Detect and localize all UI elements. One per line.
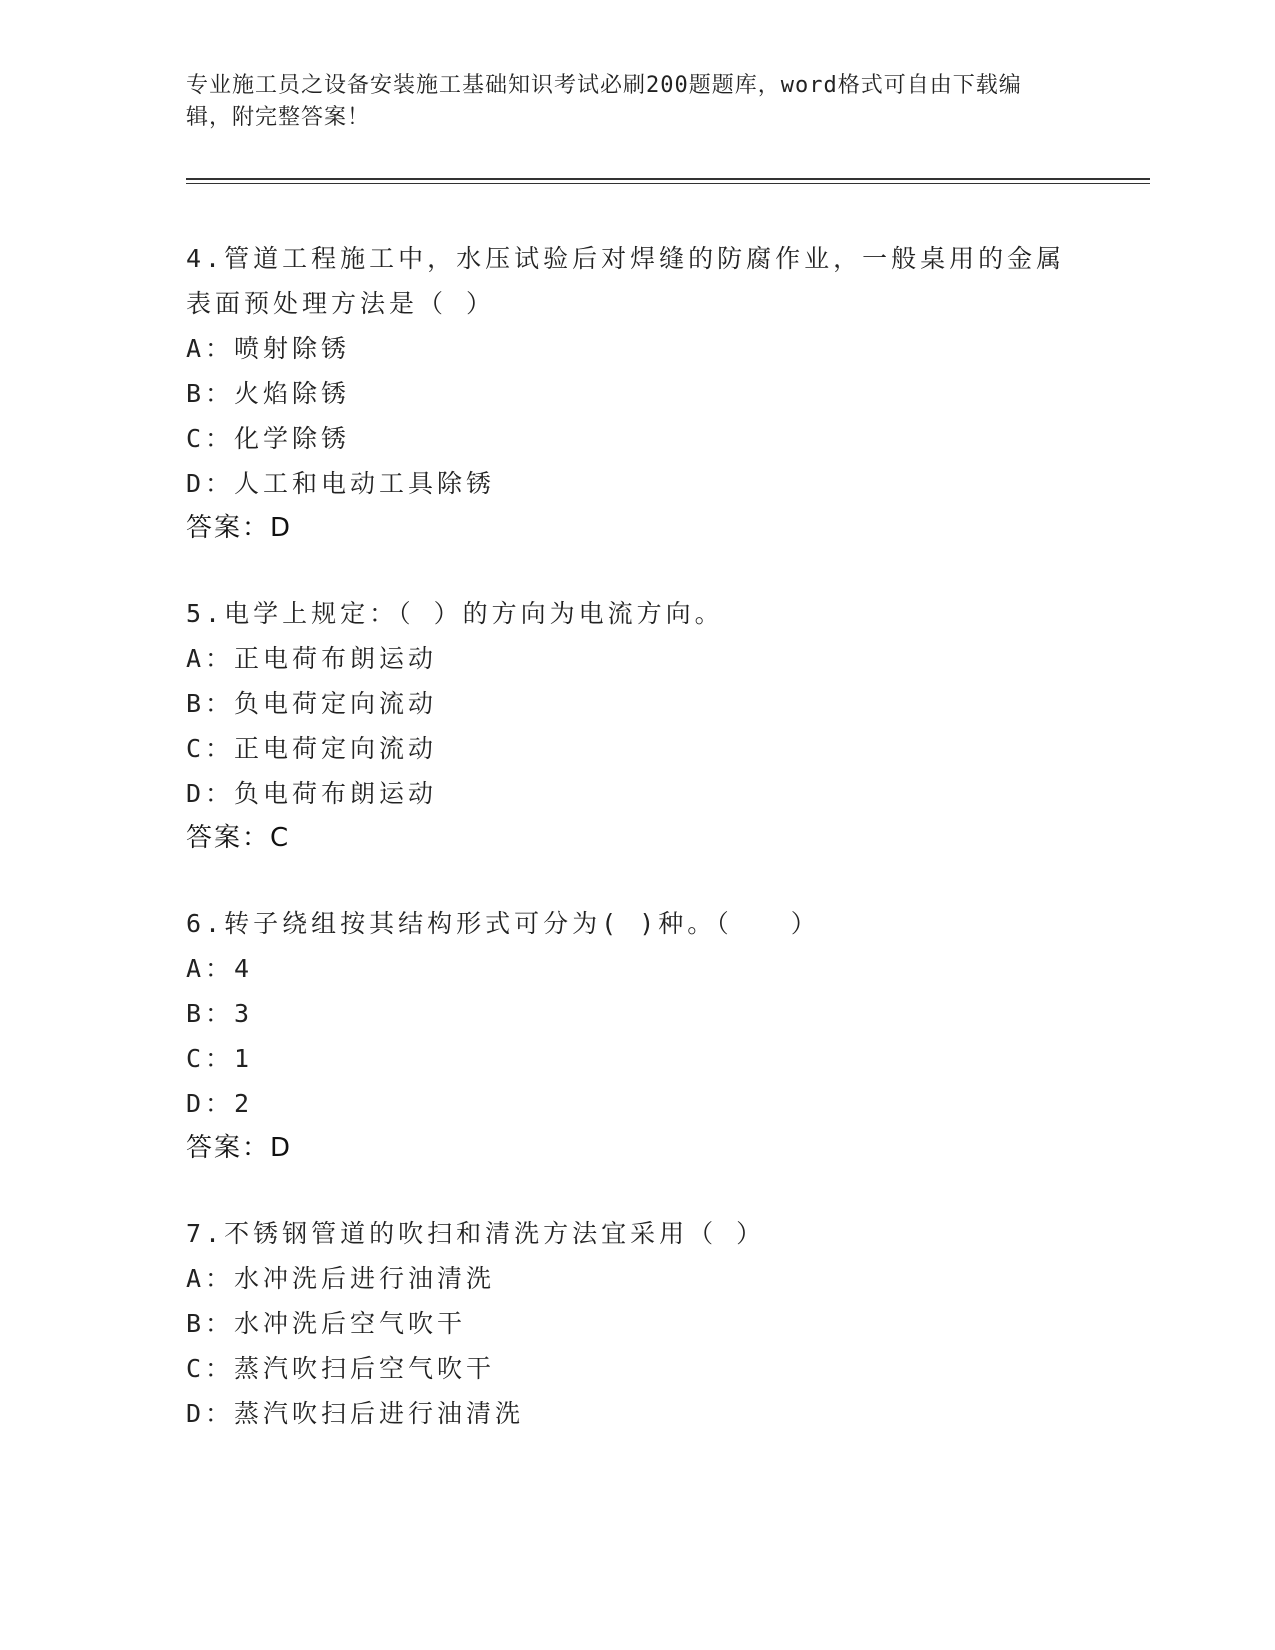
question-text: 5.电学上规定：（ ）的方向为电流方向。 xyxy=(186,599,724,628)
divider-thick xyxy=(186,178,1150,180)
option-a: A：4 xyxy=(186,954,254,983)
question-6 xyxy=(186,901,1146,1171)
option-a: A：喷射除锈 xyxy=(186,334,351,363)
question-text: 6.转子绕组按其结构形式可分为( )种。（ ） xyxy=(186,909,820,938)
option-d: D：蒸汽吹扫后进行油清洗 xyxy=(186,1399,525,1428)
question-list xyxy=(186,236,1146,1436)
document-title: 专业施工员之设备安装施工基础知识考试必刷200题题库，word格式可自由下载编辑，附完整答案！ xyxy=(186,73,1022,130)
option-c: C：正电荷定向流动 xyxy=(186,734,438,763)
option-b: B：火焰除锈 xyxy=(186,379,351,408)
option-a: A：水冲洗后进行油清洗 xyxy=(186,1264,496,1293)
option-c: C：化学除锈 xyxy=(186,424,351,453)
answer-line: 答案：D xyxy=(186,1133,293,1163)
option-d: D：人工和电动工具除锈 xyxy=(186,469,496,498)
question-4 xyxy=(186,236,1146,551)
question-text: 4.管道工程施工中，水压试验后对焊缝的防腐作业，一般桌用的金属表面预处理方法是（ ） xyxy=(186,244,1066,318)
answer-line: 答案：D xyxy=(186,513,293,543)
question-text: 7.不锈钢管道的吹扫和清洗方法宜采用（ ） xyxy=(186,1219,766,1248)
option-d: D：2 xyxy=(186,1089,254,1118)
option-d: D：负电荷布朗运动 xyxy=(186,779,438,808)
answer-line: 答案：C xyxy=(186,823,291,853)
divider-thin xyxy=(186,183,1150,184)
document-page xyxy=(186,70,1146,1476)
option-b: B：3 xyxy=(186,999,254,1028)
question-5 xyxy=(186,591,1146,861)
option-b: B：水冲洗后空气吹干 xyxy=(186,1309,467,1338)
option-c: C：蒸汽吹扫后空气吹干 xyxy=(186,1354,496,1383)
header-divider xyxy=(186,178,1150,184)
question-7 xyxy=(186,1211,1146,1436)
option-c: C：1 xyxy=(186,1044,254,1073)
option-a: A：正电荷布朗运动 xyxy=(186,644,438,673)
option-b: B：负电荷定向流动 xyxy=(186,689,438,718)
